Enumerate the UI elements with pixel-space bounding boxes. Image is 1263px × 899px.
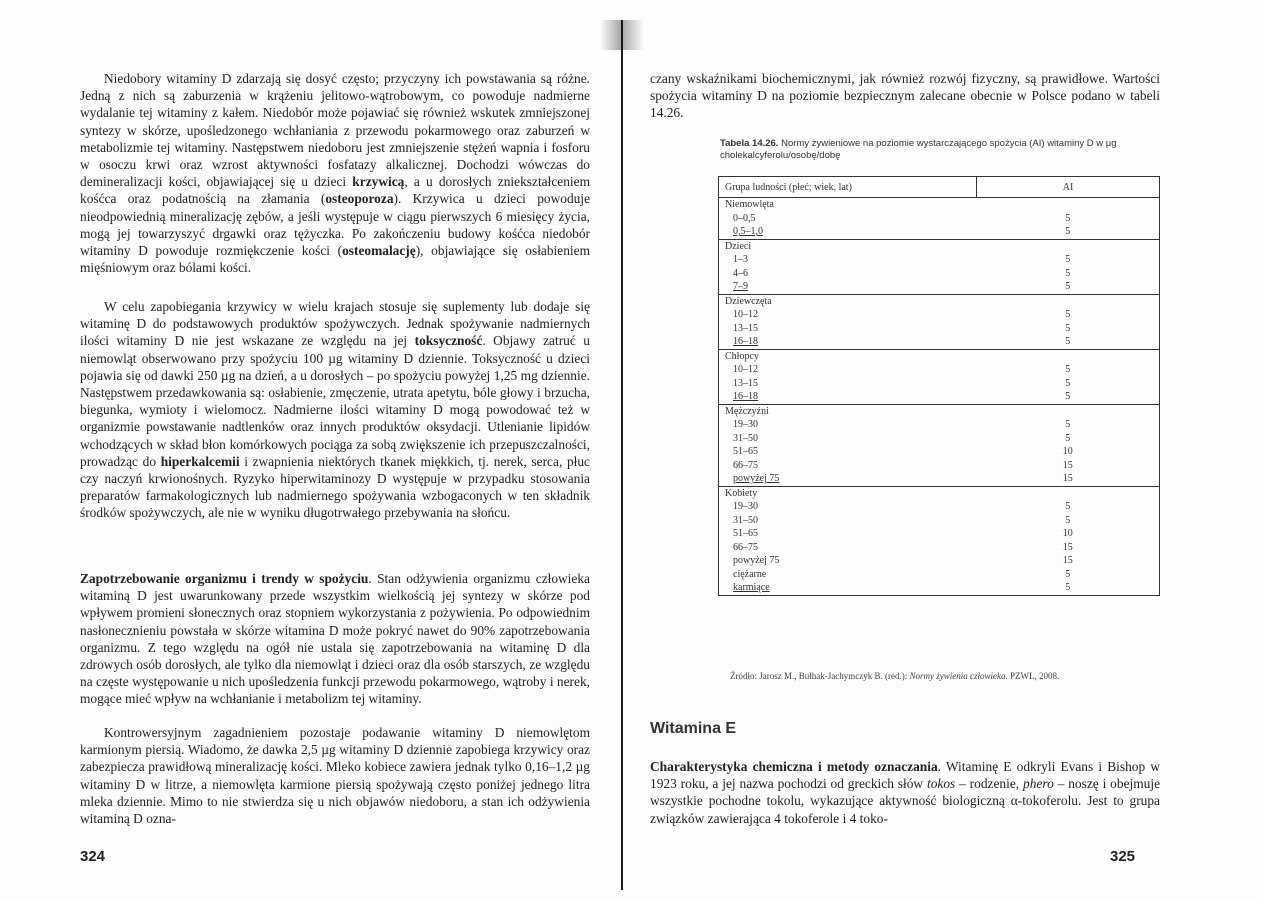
- group-value-empty: [977, 294, 1160, 308]
- table-group-row: [719, 349, 1160, 363]
- header-group: Grupa ludności (płeć; wiek, lat): [719, 177, 977, 198]
- text-run: ), objawiające się osłabieniem mięśniowym oraz bólami kości.: [80, 243, 590, 276]
- table-row: [719, 225, 1160, 239]
- ai-value: 5: [977, 418, 1160, 432]
- table-row: [719, 541, 1160, 555]
- section-title-vitamin-e: Witamina E: [650, 720, 737, 737]
- age-range: 0,5–1,0: [719, 225, 977, 239]
- age-range: 66–75: [719, 541, 977, 555]
- bold-term: Charakterystyka chemiczna i metody oznaczania: [650, 759, 938, 774]
- book-gutter: [621, 20, 623, 890]
- age-range: 19–30: [719, 418, 977, 432]
- source-suffix: . PZWL, 2008.: [1005, 671, 1060, 681]
- age-range: 31–50: [719, 514, 977, 528]
- age-range: 10–12: [719, 363, 977, 377]
- ai-value: 5: [977, 225, 1160, 239]
- table-row: [719, 554, 1160, 568]
- ai-value: 5: [977, 377, 1160, 391]
- table-row: [719, 500, 1160, 514]
- ai-value: 5: [977, 432, 1160, 446]
- table-group-row: [719, 239, 1160, 253]
- ai-value: 5: [977, 363, 1160, 377]
- age-range: powyżej 75: [719, 554, 977, 568]
- table-row: [719, 267, 1160, 281]
- ai-table: [718, 176, 1160, 596]
- text-run: ). Krzywica u dzieci powoduje nieodpowiednią mineralizację zębów, a jeśli występuje w ciągu pierwszych 6 miesięcy życia, mogą jej towarzyszyć drgawki oraz tężyczka. Po zakończeniu budowy kośćca niedobór witaminy D powoduje rozmiękczenie kości (: [80, 191, 591, 259]
- table-row: [719, 253, 1160, 267]
- age-range: 0–0,5: [719, 212, 977, 226]
- ai-value: 5: [977, 322, 1160, 336]
- text-run: – rodzenie,: [955, 776, 1024, 792]
- table-row: [719, 363, 1160, 377]
- source-prefix: Źródło: Jarosz M., Bułhak-Jachymczyk B. (red.):: [730, 671, 910, 681]
- ai-value: 5: [977, 335, 1160, 349]
- ai-value: 5: [977, 390, 1160, 404]
- table-row: [719, 377, 1160, 391]
- ai-value: 5: [977, 568, 1160, 582]
- ai-value: 5: [977, 267, 1160, 281]
- age-range: powyżej 75: [719, 472, 977, 486]
- ai-value: 5: [977, 253, 1160, 267]
- table-row: [719, 418, 1160, 432]
- text-run: i zwapnienia niektórych tkanek miękkich, tj. nerek, serca, płuc czy naczyń krwionośnych. Ryzyko hiperwitaminozy D występuje w przypadku stosowania preparatów farmakologicznych lub nadmiernego spożywania wzbogaconych w ten składnik środków spożywczych, ale nie w wyniku długotrwałego przebywania na słońcu.: [80, 453, 590, 521]
- group-name: Dziewczęta: [719, 294, 977, 308]
- text-run: – noszę i obejmuje wszystkie pochodne tokolu, wykazujące aktywność biologiczną α-tokoferolu. Jest to grupa związków zawierająca 4 tokoferole i 4 toko-: [650, 776, 1161, 826]
- paragraph-deficiency: [80, 70, 590, 276]
- bold-term: Zapotrzebowanie organizmu i trendy w spożyciu: [80, 571, 369, 586]
- age-range: ciężarne: [719, 568, 977, 582]
- age-range: 66–75: [719, 459, 977, 473]
- table-group-row: [719, 404, 1160, 418]
- text-run: , a u dorosłych zniekształceniem kośćca oraz podatnością na złamania (: [80, 174, 590, 207]
- text-run: . Objawy zatruć u niemowląt obserwowano przy spożyciu 100 µg witaminy D dziennie. Toksyczność u dzieci pojawia się od dawki 250 µg na dzień, a u dorosłych – po spożyciu powyżej 1,25 mg dziennie. Następstwem przedawkowania są: osłabienie, zmęczenie, utrata apetytu, bóle głowy i brzucha, biegunka, wymioty i wielomocz. Nadmierne ilości witaminy D mogą powodować też w organizmie powstawanie nadtlenków oraz innych produktów oksydacji. Utlenianie lipidów wchodzących w skład błon komórkowych pociąga za sobą zwiększenie ich przepuszczalności, prowadząc do: [80, 333, 590, 469]
- text-run: . Witaminę E odkryli Evans i Bishop w 1923 roku, a jej nazwa pochodzi od greckich słów: [650, 759, 1160, 792]
- ai-value: 15: [977, 541, 1160, 555]
- age-range: 16–18: [719, 335, 977, 349]
- age-range: karmiące: [719, 581, 977, 595]
- table-row: [719, 432, 1160, 446]
- paragraph-breastfeeding: [80, 724, 590, 827]
- age-range: 31–50: [719, 432, 977, 446]
- age-range: 16–18: [719, 390, 977, 404]
- bold-term: krzywicą: [352, 174, 405, 190]
- table-row: [719, 322, 1160, 336]
- ai-value: 5: [977, 500, 1160, 514]
- page-number-left: 324: [80, 848, 106, 865]
- group-name: Niemowlęta: [719, 198, 977, 212]
- ai-value: 15: [977, 472, 1160, 486]
- ai-value: 5: [977, 581, 1160, 595]
- table-row: [719, 581, 1160, 595]
- group-name: Kobiety: [719, 486, 977, 500]
- text-run: Niedobory witaminy D zdarzają się dosyć często; przyczyny ich powstawania są różne. Jedną z nich są zaburzenia w krążeniu jelitowo-wątrobowym, co powoduje nadmierne wydalanie tej witaminy z kałem. Niedobór może pojawiać się również wskutek zmniejszonej syntezy w skórze, upośledzonego wchłaniania z przewodu pokarmowego oraz zaburzeń w metabolizmie tej witaminy. Następstwem niedoboru jest zmniejszenie stężeń wapnia i fosforu w osoczu krwi oraz wzrost aktywności fosfatazy alkalicznej. Dochodzi wówczas do demineralizacji kości, objawiającej się u dzieci: [80, 71, 590, 190]
- group-name: Chłopcy: [719, 349, 977, 363]
- table-row: [719, 459, 1160, 473]
- bold-term: osteomalację: [342, 243, 416, 259]
- age-range: 7–9: [719, 280, 977, 294]
- group-value-empty: [977, 349, 1160, 363]
- age-range: 13–15: [719, 377, 977, 391]
- paragraph-requirements: [80, 570, 590, 708]
- italic-term: tokos: [926, 776, 956, 792]
- age-range: 51–65: [719, 527, 977, 541]
- text-run: . Stan odżywienia organizmu człowieka witaminą D jest uwarunkowany przede wszystkim wielkością jej syntezy w skórze pod wpływem promieni słonecznych oraz stopniem wykorzystania z pożywienia. Po odpowiednim nasłonecznieniu powstała w skórze witamina D może pokryć nawet do 90% zapotrzebowania organizmu. Z tego względu na ogół nie ustala się zapotrzebowania na witaminę D dla zdrowych osób dorosłych, ale tylko dla niemowląt i dzieci oraz dla osób starszych, ze względu na częste występowanie u nich upośledzenia funkcji przewodu pokarmowego, wątroby i nerek, mogące mieć wpływ na wchłanianie i metabolizm tej witaminy.: [80, 571, 590, 707]
- table-row: [719, 280, 1160, 294]
- page-number-right: 325: [1110, 848, 1136, 865]
- group-value-empty: [977, 239, 1160, 253]
- table-group-row: [719, 294, 1160, 308]
- age-range: 13–15: [719, 322, 977, 336]
- table-header-row: [719, 177, 1160, 198]
- age-range: 10–12: [719, 308, 977, 322]
- table-row: [719, 514, 1160, 528]
- group-value-empty: [977, 198, 1160, 212]
- age-range: 4–6: [719, 267, 977, 281]
- group-value-empty: [977, 486, 1160, 500]
- bold-term: toksyczność: [414, 333, 483, 349]
- ai-value: 5: [977, 308, 1160, 322]
- ai-value: 15: [977, 459, 1160, 473]
- ai-value: 5: [977, 514, 1160, 528]
- table-group-row: [719, 198, 1160, 212]
- group-name: Dzieci: [719, 239, 977, 253]
- table-caption-label: Tabela 14.26.: [720, 138, 779, 149]
- italic-term: phero: [1023, 776, 1054, 792]
- ai-value: 10: [977, 445, 1160, 459]
- table-row: [719, 445, 1160, 459]
- table-row: [719, 390, 1160, 404]
- table-body: [719, 198, 1160, 596]
- age-range: 1–3: [719, 253, 977, 267]
- paragraph-intro: czany wskaźnikami biochemicznymi, jak również rozwój fizyczny, są prawidłowe. Wartości spożycia witaminy D na poziomie bezpiecznym zalecane obecnie w Polsce podano w tabeli 14.26.: [650, 71, 1160, 121]
- age-range: 51–65: [719, 445, 977, 459]
- table-row: [719, 472, 1160, 486]
- header-ai: AI: [977, 177, 1160, 198]
- table-caption-text: Normy żywieniowe na poziomie wystarczającego spożycia (AI) witaminy D w µg cholekalcyferolu/osobę/dobę: [720, 138, 1117, 161]
- group-name: Mężczyźni: [719, 404, 977, 418]
- ai-value: 15: [977, 554, 1160, 568]
- bold-term: osteoporoza: [325, 191, 394, 207]
- table-row: [719, 568, 1160, 582]
- table-row: [719, 527, 1160, 541]
- paragraph-toxicity: [80, 298, 590, 522]
- table-row: [719, 308, 1160, 322]
- source-title: Normy żywienia człowieka: [909, 671, 1006, 681]
- text-run: W celu zapobiegania krzywicy w wielu krajach stosuje się suplementy lub dodaje się witaminę D do podstawowych produktów spożywczych. Jednak spożywanie nadmiernych ilości witaminy D nie jest wskazane ze względu na jej: [80, 299, 590, 349]
- table-row: [719, 335, 1160, 349]
- table-group-row: [719, 486, 1160, 500]
- bold-term: hiperkalcemii: [160, 453, 240, 469]
- ai-value: 5: [977, 212, 1160, 226]
- age-range: 19–30: [719, 500, 977, 514]
- ai-value: 10: [977, 527, 1160, 541]
- table-caption: [720, 138, 1160, 162]
- table-row: [719, 212, 1160, 226]
- group-value-empty: [977, 404, 1160, 418]
- ai-value: 5: [977, 280, 1160, 294]
- table-source: [730, 670, 1160, 682]
- ai-table-container: [718, 176, 1160, 596]
- text-run: Kontrowersyjnym zagadnieniem pozostaje podawanie witaminy D niemowlętom karmionym piersią. Wiadomo, że dawka 2,5 µg witaminy D dziennie zapobiega krzywicy oraz zabezpiecza prawidłową mineralizację kości. Mleko kobiece zawiera jednak tylko 0,16–1,2 µg witaminy D w litrze, a niemowlęta karmione piersią spożywają często poniżej jednego litra mleka dziennie. Mimo to nie stwierdza się u nich objawów niedoboru, a stan ich odżywienia witaminą D ozna-: [80, 725, 590, 827]
- paragraph-vitamin-e: [650, 758, 1160, 827]
